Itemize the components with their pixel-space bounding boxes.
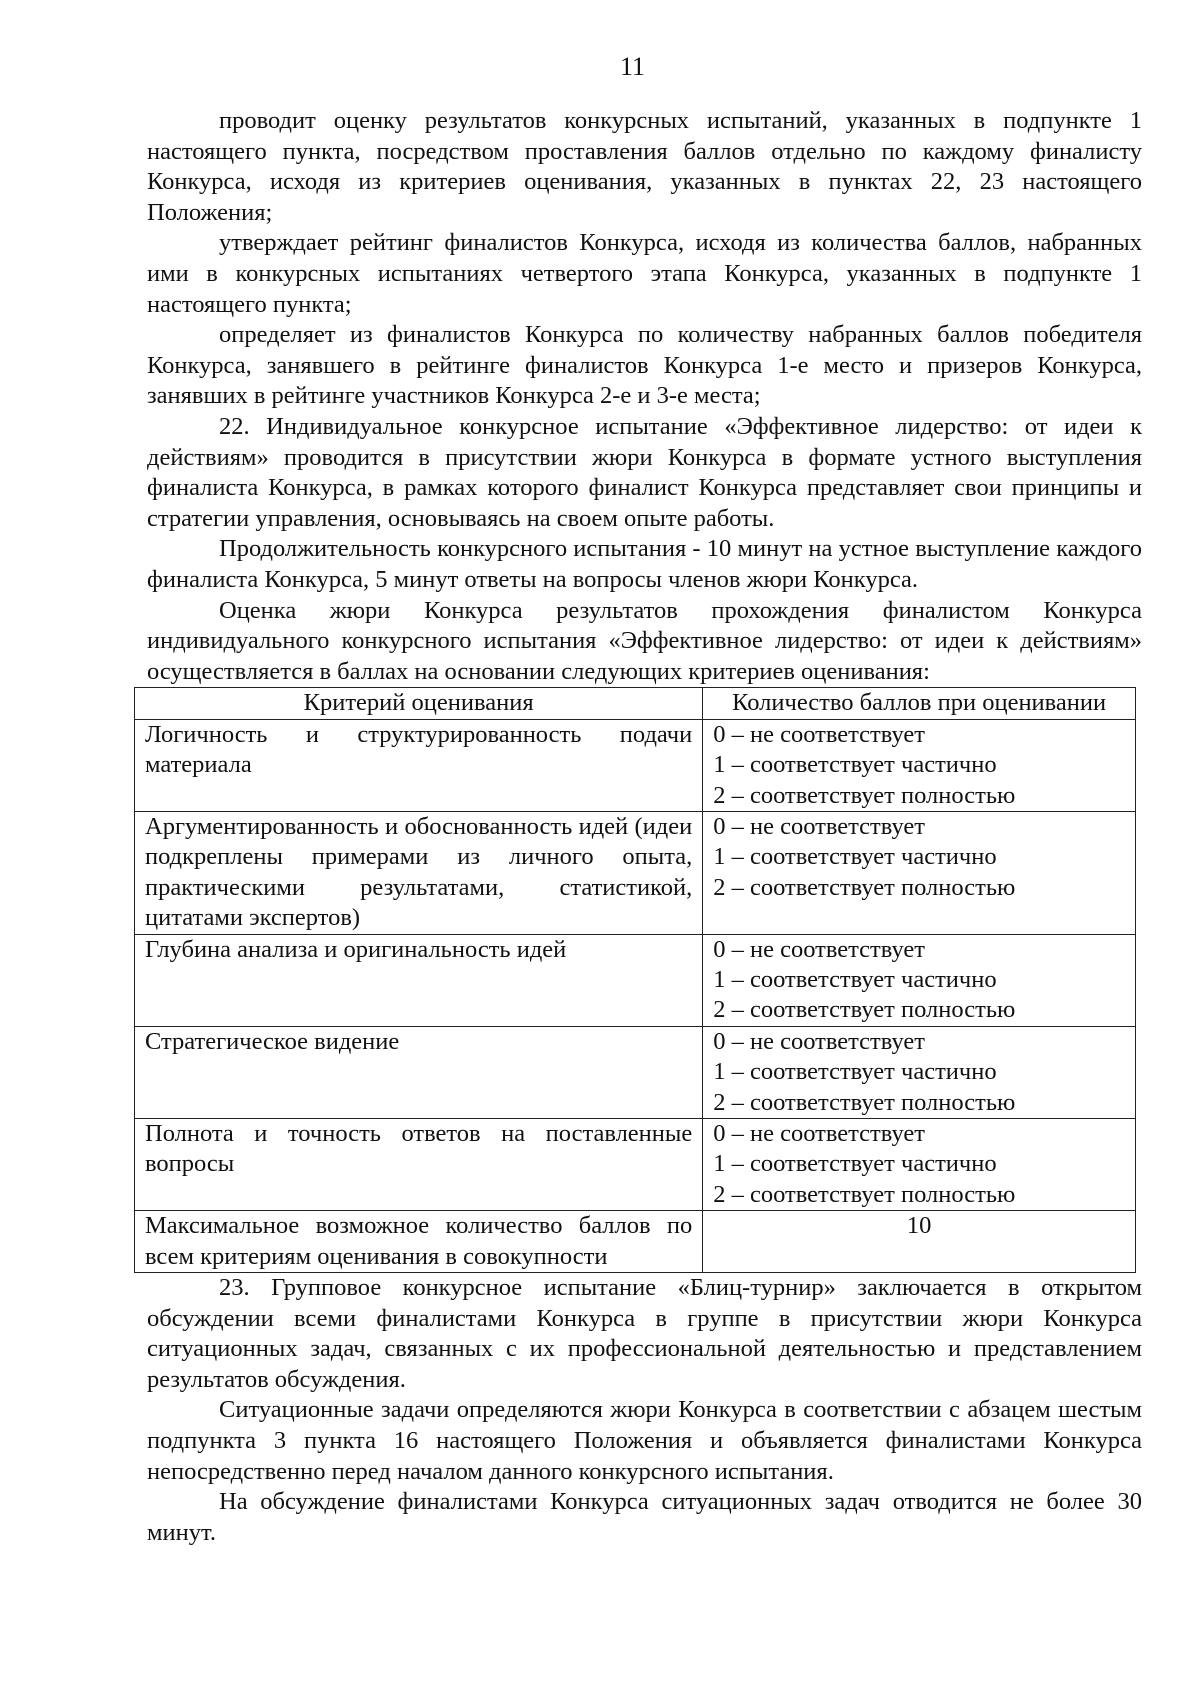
paragraph-discussion-time: На обсуждение финалистами Конкурса ситуационных задач отводится не более 30 минут. — [147, 1488, 1142, 1546]
score-cell — [703, 1026, 1136, 1118]
paragraph-approves-rating: утверждает рейтинг финалистов Конкурса, исходя из количества баллов, набранных ими в конкурсных испытаниях четвертого этапа Конкурса, указанных в подпункте 1 настоящего пункта; — [147, 229, 1142, 318]
score-option: 2 – соответствует полностью — [713, 873, 1016, 901]
total-value-cell: 10 — [703, 1211, 1136, 1273]
paragraph-situational-tasks: Ситуационные задачи определяются жюри Конкурса в соответствии с абзацем шестым подпункта 3 пункта 16 настоящего Положения и объявляется финалистами Конкурса непосредственно перед началом данного конкурсного испытания. — [147, 1396, 1142, 1485]
table-row — [135, 1026, 1136, 1118]
table-row — [135, 811, 1136, 934]
criterion-cell: Полнота и точность ответов на поставленные вопросы — [135, 1118, 703, 1210]
score-cell — [703, 1118, 1136, 1210]
score-option: 0 – не соответствует — [713, 1027, 925, 1055]
table-header-row — [135, 688, 1136, 719]
criterion-cell: Логичность и структурированность подачи материала — [135, 719, 703, 811]
header-score: Количество баллов при оценивании — [703, 688, 1136, 719]
paragraph-evaluation-intro: Оценка жюри Конкурса результатов прохождения финалистом Конкурса индивидуального конкурсного испытания «Эффективное лидерство: от идеи к действиям» осуществляется в баллах на основании следующих критериев оценивания: — [147, 596, 1142, 685]
score-cell — [703, 719, 1136, 811]
score-option: 1 – соответствует частично — [713, 843, 997, 871]
score-option: 2 – соответствует полностью — [713, 996, 1016, 1024]
criterion-cell: Аргументированность и обоснованность идей (идеи подкреплены примерами из личного опыта, практическими результатами, статистикой, цитатами экспертов) — [135, 811, 703, 934]
table-row — [135, 719, 1136, 811]
criteria-table — [134, 687, 1136, 1273]
page-number: 11 — [619, 52, 646, 81]
score-option: 2 – соответствует полностью — [713, 1088, 1016, 1116]
paragraph-item-22: 22. Индивидуальное конкурсное испытание «Эффективное лидерство: от идеи к действиям» проводится в присутствии жюри Конкурса в формате устного выступления финалиста Конкурса, в рамках которого финалист Конкурса представляет свои принципы и стратегии управления, основываясь на своем опыте работы. — [147, 412, 1142, 532]
header-criterion: Критерий оценивания — [135, 688, 703, 719]
score-option: 2 – соответствует полностью — [713, 781, 1016, 809]
paragraph-duration: Продолжительность конкурсного испытания - 10 минут на устное выступление каждого финалиста Конкурса, 5 минут ответы на вопросы членов жюри Конкурса. — [147, 535, 1142, 593]
score-option: 1 – соответствует частично — [713, 751, 997, 779]
score-cell — [703, 934, 1136, 1026]
score-option: 0 – не соответствует — [713, 1119, 925, 1147]
paragraph-item-23: 23. Групповое конкурсное испытание «Блиц-турнир» заключается в открытом обсуждении всеми финалистами Конкурса в группе в присутствии жюри Конкурса ситуационных задач, связанных с их профессиональной деятельностью и представлением результатов обсуждения. — [147, 1274, 1142, 1393]
score-option: 0 – не соответствует — [713, 935, 925, 963]
document-body — [147, 106, 1142, 1548]
score-option: 0 – не соответствует — [713, 812, 925, 840]
criterion-cell: Глубина анализа и оригинальность идей — [135, 934, 703, 1026]
paragraph-evaluates-results: проводит оценку результатов конкурсных испытаний, указанных в подпункте 1 настоящего пункта, посредством проставления баллов отдельно по каждому финалисту Конкурса, исходя из критериев оценивания, указанных в пунктах 22, 23 настоящего Положения; — [147, 107, 1142, 226]
score-cell — [703, 811, 1136, 934]
score-option: 1 – соответствует частично — [713, 1150, 997, 1178]
table-row — [135, 934, 1136, 1026]
score-option: 1 – соответствует частично — [713, 1058, 997, 1086]
score-option: 2 – соответствует полностью — [713, 1180, 1016, 1208]
score-option: 1 – соответствует частично — [713, 965, 997, 993]
table-total-row — [135, 1211, 1136, 1273]
table-row — [135, 1118, 1136, 1210]
criterion-cell: Стратегическое видение — [135, 1026, 703, 1118]
paragraph-determines-winner: определяет из финалистов Конкурса по количеству набранных баллов победителя Конкурса, занявшего в рейтинге финалистов Конкурса 1-е место и призеров Конкурса, занявших в рейтинге участников Конкурса 2-е и 3-е места; — [147, 321, 1142, 410]
total-label-cell: Максимальное возможное количество баллов по всем критериям оценивания в совокупности — [135, 1211, 703, 1273]
score-option: 0 – не соответствует — [713, 720, 925, 748]
